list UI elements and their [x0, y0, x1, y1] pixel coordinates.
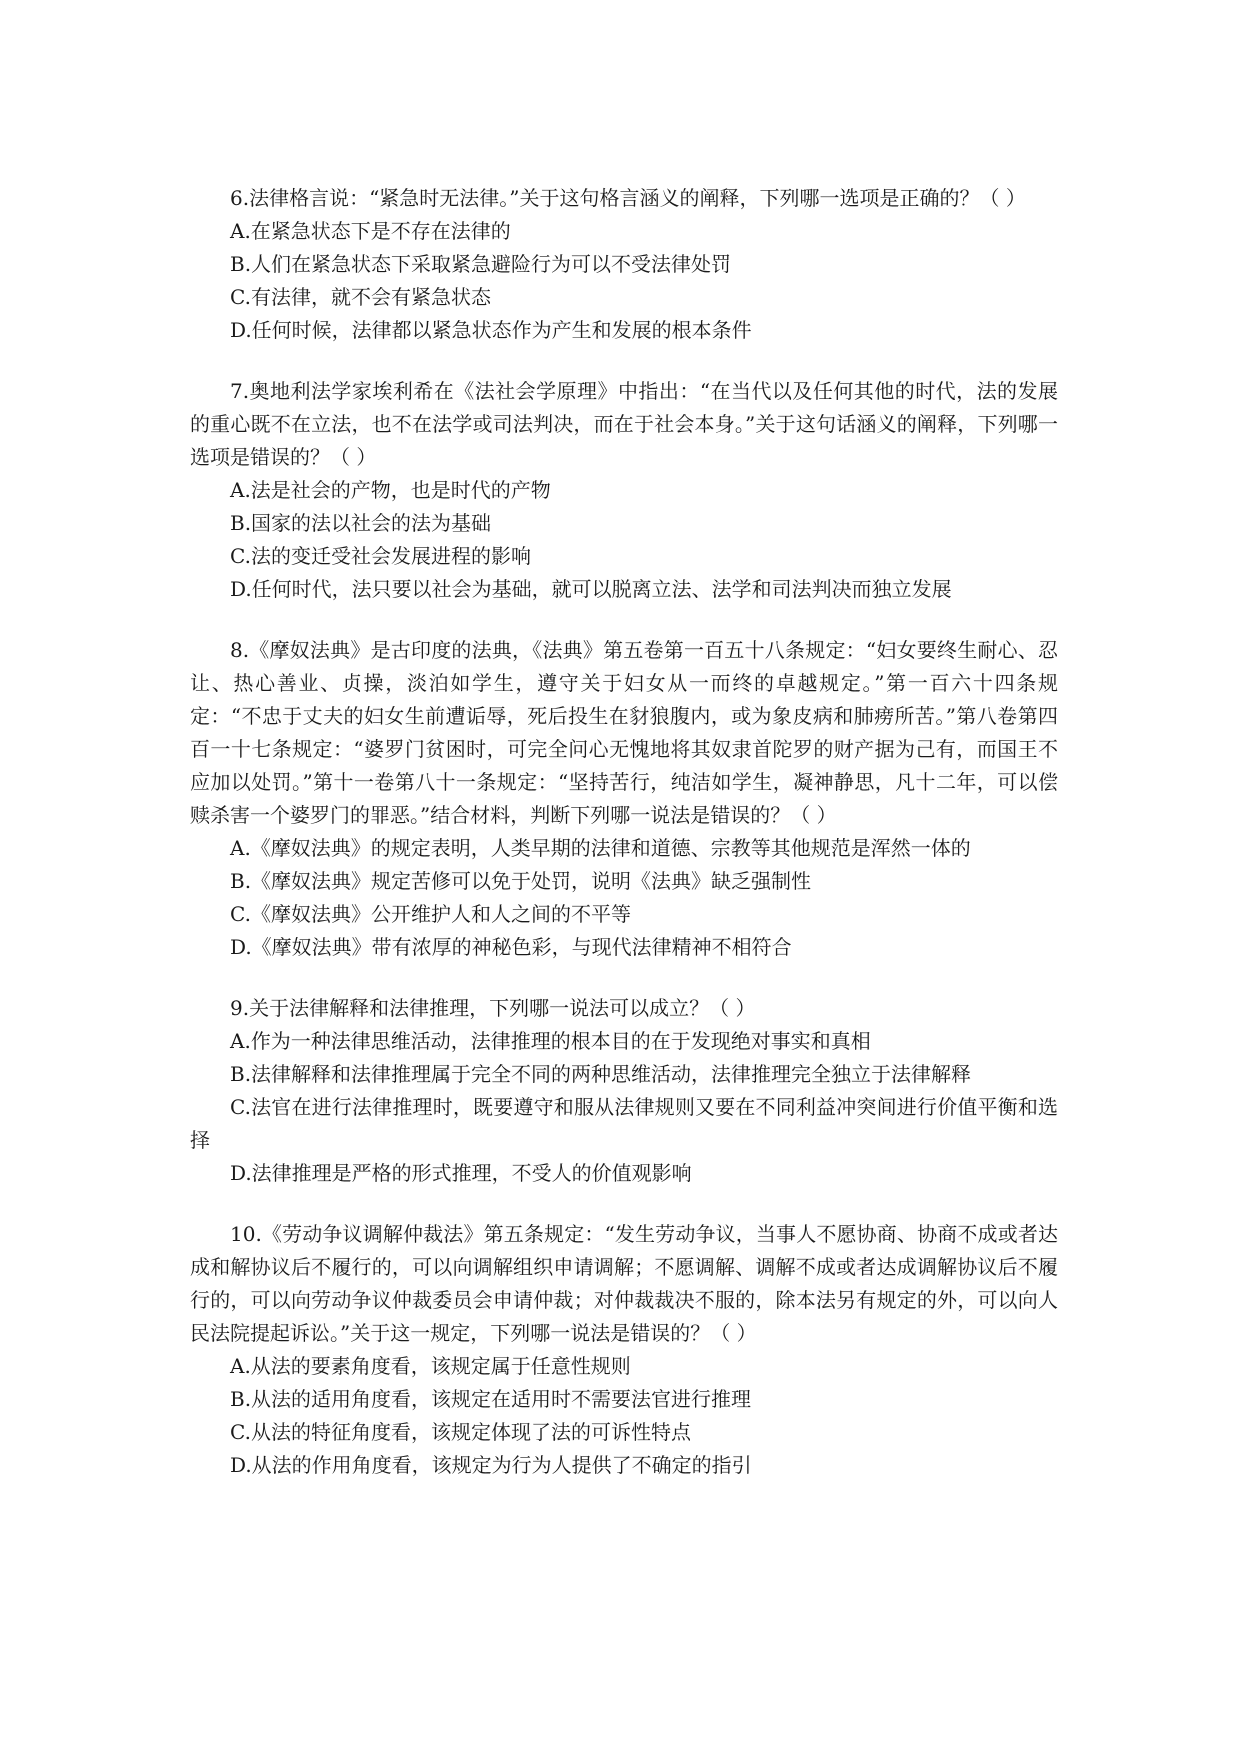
option-c: C.《摩奴法典》公开维护人和人之间的不平等: [230, 902, 631, 926]
option-b: B.从法的适用角度看，该规定在适用时不需要法官进行推理: [230, 1387, 752, 1411]
option-a: A.从法的要素角度看，该规定属于任意性规则: [230, 1354, 631, 1378]
question-stem: 8.《摩奴法典》是古印度的法典，《法典》第五卷第一百五十八条规定：“妇女要终生耐心、忍让、热心善业、贞操，淡泊如学生，遵守关于妇女从一而终的卓越规定。”第一百六十四条规定：“不忠于丈夫的妇女生前遭诟辱，死后投生在豺狼腹内，或为象皮病和肺痨所苦。”第八卷第四百一十七条规定：“婆罗门贫困时，可完全问心无愧地将其奴隶首陀罗的财产据为己有，而国王不应加以处罚。”第十一卷第八十一条规定：“坚持苦行，纯洁如学生，凝神静思，凡十二年，可以偿赎杀害一个婆罗门的罪恶。”结合材料，判断下列哪一说法是错误的？（ ）: [190, 638, 1058, 827]
question-stem: 7.奥地利法学家埃利希在《法社会学原理》中指出：“在当代以及任何其他的时代，法的发展的重心既不在立法，也不在法学或司法判决，而在于社会本身。”关于这句话涵义的阐释，下列哪一选项是错误的？（ ）: [190, 379, 1058, 469]
question-stem: 6.法律格言说：“紧急时无法律。”关于这句格言涵义的阐释，下列哪一选项是正确的？（ ）: [230, 186, 1026, 210]
option-c: C.从法的特征角度看，该规定体现了法的可诉性特点: [230, 1420, 691, 1444]
question-stem: 9.关于法律解释和法律推理，下列哪一说法可以成立？（ ）: [230, 996, 756, 1020]
option-d: D.《摩奴法典》带有浓厚的神秘色彩，与现代法律精神不相符合: [230, 935, 792, 959]
option-c: C.有法律，就不会有紧急状态: [230, 285, 491, 309]
option-b: B.法律解释和法律推理属于完全不同的两种思维活动，法律推理完全独立于法律解释: [230, 1062, 972, 1086]
question-9: [190, 992, 1058, 1190]
option-d: D.任何时代，法只要以社会为基础，就可以脱离立法、法学和司法判决而独立发展: [230, 577, 952, 601]
document-page: [190, 182, 1058, 1510]
question-10: [190, 1218, 1058, 1482]
option-d: D.法律推理是严格的形式推理，不受人的价值观影响: [230, 1161, 692, 1185]
option-a: A.在紧急状态下是不存在法律的: [230, 219, 511, 243]
option-a: A.法是社会的产物，也是时代的产物: [230, 478, 551, 502]
question-stem: 10.《劳动争议调解仲裁法》第五条规定：“发生劳动争议，当事人不愿协商、协商不成或者达成和解协议后不履行的，可以向调解组织申请调解；不愿调解、调解不成或者达成调解协议后不履行的，可以向劳动争议仲裁委员会申请仲裁；对仲裁裁决不服的，除本法另有规定的外，可以向人民法院提起诉讼。”关于这一规定，下列哪一说法是错误的？（ ）: [190, 1222, 1058, 1345]
question-6: [190, 182, 1058, 347]
option-a: A.《摩奴法典》的规定表明，人类早期的法律和道德、宗教等其他规范是浑然一体的: [230, 836, 971, 860]
question-8: [190, 634, 1058, 964]
option-a: A.作为一种法律思维活动，法律推理的根本目的在于发现绝对事实和真相: [230, 1029, 871, 1053]
option-b: B.国家的法以社会的法为基础: [230, 511, 492, 535]
option-d: D.从法的作用角度看，该规定为行为人提供了不确定的指引: [230, 1453, 752, 1477]
question-7: [190, 375, 1058, 606]
option-d: D.任何时候，法律都以紧急状态作为产生和发展的根本条件: [230, 318, 752, 342]
option-c: C.法官在进行法律推理时，既要遵守和服从法律规则又要在不同利益冲突间进行价值平衡和选择: [190, 1095, 1058, 1152]
option-b: B.人们在紧急状态下采取紧急避险行为可以不受法律处罚: [230, 252, 732, 276]
option-b: B.《摩奴法典》规定苦修可以免于处罚，说明《法典》缺乏强制性: [230, 869, 812, 893]
option-c: C.法的变迁受社会发展进程的影响: [230, 544, 531, 568]
